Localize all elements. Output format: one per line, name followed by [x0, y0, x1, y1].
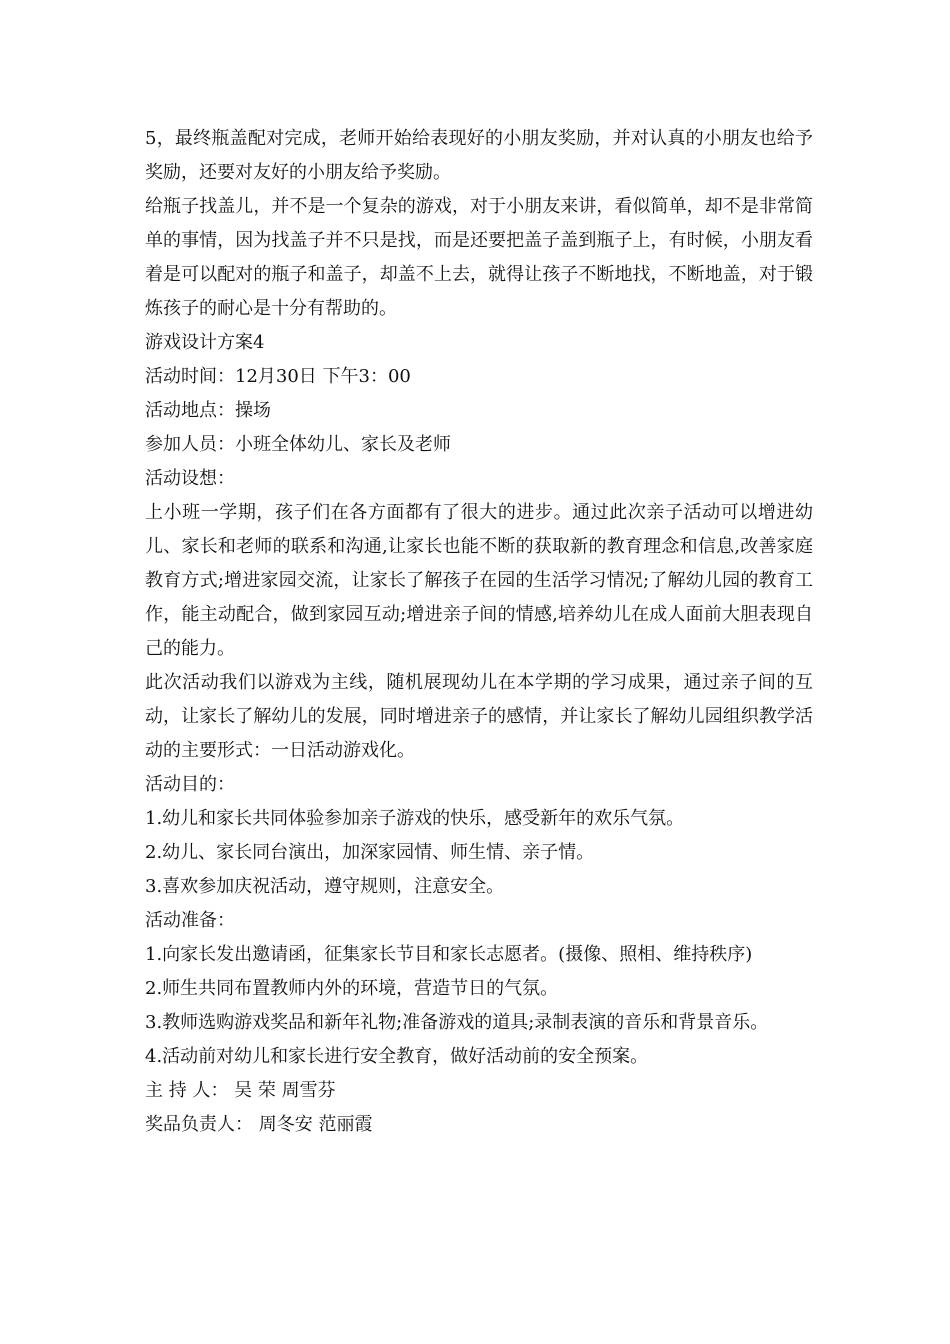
document-body [145, 122, 813, 1142]
prep-item-2: 2.师生共同布置教师内外的环境，营造节日的气氛。 [145, 978, 559, 999]
prep-item-3: 3.教师选购游戏奖品和新年礼物;准备游戏的道具;录制表演的音乐和背景音乐。 [145, 1012, 769, 1033]
paragraph-game-summary: 给瓶子找盖儿，并不是一个复杂的游戏，对于小朋友来讲，看似简单，却不是非常简单的事情，因为找盖子并不只是找，而是还要把盖子盖到瓶子上，有时候，小朋友看着是可以配对的瓶子和盖子，却盖不上去，就得让孩子不断地找，不断地盖，对于锻炼孩子的耐心是十分有帮助的。 [145, 196, 813, 319]
paragraph-reward-step: 5，最终瓶盖配对完成，老师开始给表现好的小朋友奖励，并对认真的小朋友也给予奖励，还要对友好的小朋友给予奖励。 [145, 128, 813, 183]
prize-manager-line: 奖品负责人： 周冬安 范丽霞 [145, 1114, 373, 1135]
heading-activity-goals: 活动目的： [145, 774, 235, 795]
participants: 参加人员：小班全体幼儿、家长及老师 [145, 434, 451, 455]
host-line: 主 持 人： 吴 荣 周雪芬 [145, 1080, 336, 1101]
goal-item-2: 2.幼儿、家长同台演出，加深家园情、师生情、亲子情。 [145, 842, 595, 863]
prep-item-1: 1.向家长发出邀请函，征集家长节目和家长志愿者。(摄像、照相、维持秩序) [145, 944, 753, 965]
activity-location: 活动地点：操场 [145, 400, 271, 421]
heading-activity-concept: 活动设想： [145, 468, 235, 489]
section-title: 游戏设计方案4 [145, 332, 265, 353]
goal-item-1: 1.幼儿和家长共同体验参加亲子游戏的快乐，感受新年的欢乐气氛。 [145, 808, 685, 829]
goal-item-3: 3.喜欢参加庆祝活动，遵守规则，注意安全。 [145, 876, 505, 897]
prep-item-4: 4.活动前对幼儿和家长进行安全教育，做好活动前的安全预案。 [145, 1046, 649, 1067]
heading-activity-preparation: 活动准备： [145, 910, 235, 931]
activity-time: 活动时间：12月30日 下午3：00 [145, 366, 411, 387]
paragraph-concept-2: 此次活动我们以游戏为主线，随机展现幼儿在本学期的学习成果，通过亲子间的互动，让家长了解幼儿的发展，同时增进亲子的感情，并让家长了解幼儿园组织教学活动的主要形式：一日活动游戏化。 [145, 672, 813, 761]
paragraph-concept-1: 上小班一学期，孩子们在各方面都有了很大的进步。通过此次亲子活动可以增进幼儿、家长和老师的联系和沟通,让家长也能不断的获取新的教育理念和信息,改善家庭教育方式;增进家园交流，让家长了解孩子在园的生活学习情况;了解幼儿园的教育工作，能主动配合，做到家园互动;增进亲子间的情感,培养幼儿在成人面前大胆表现自己的能力。 [145, 502, 813, 659]
